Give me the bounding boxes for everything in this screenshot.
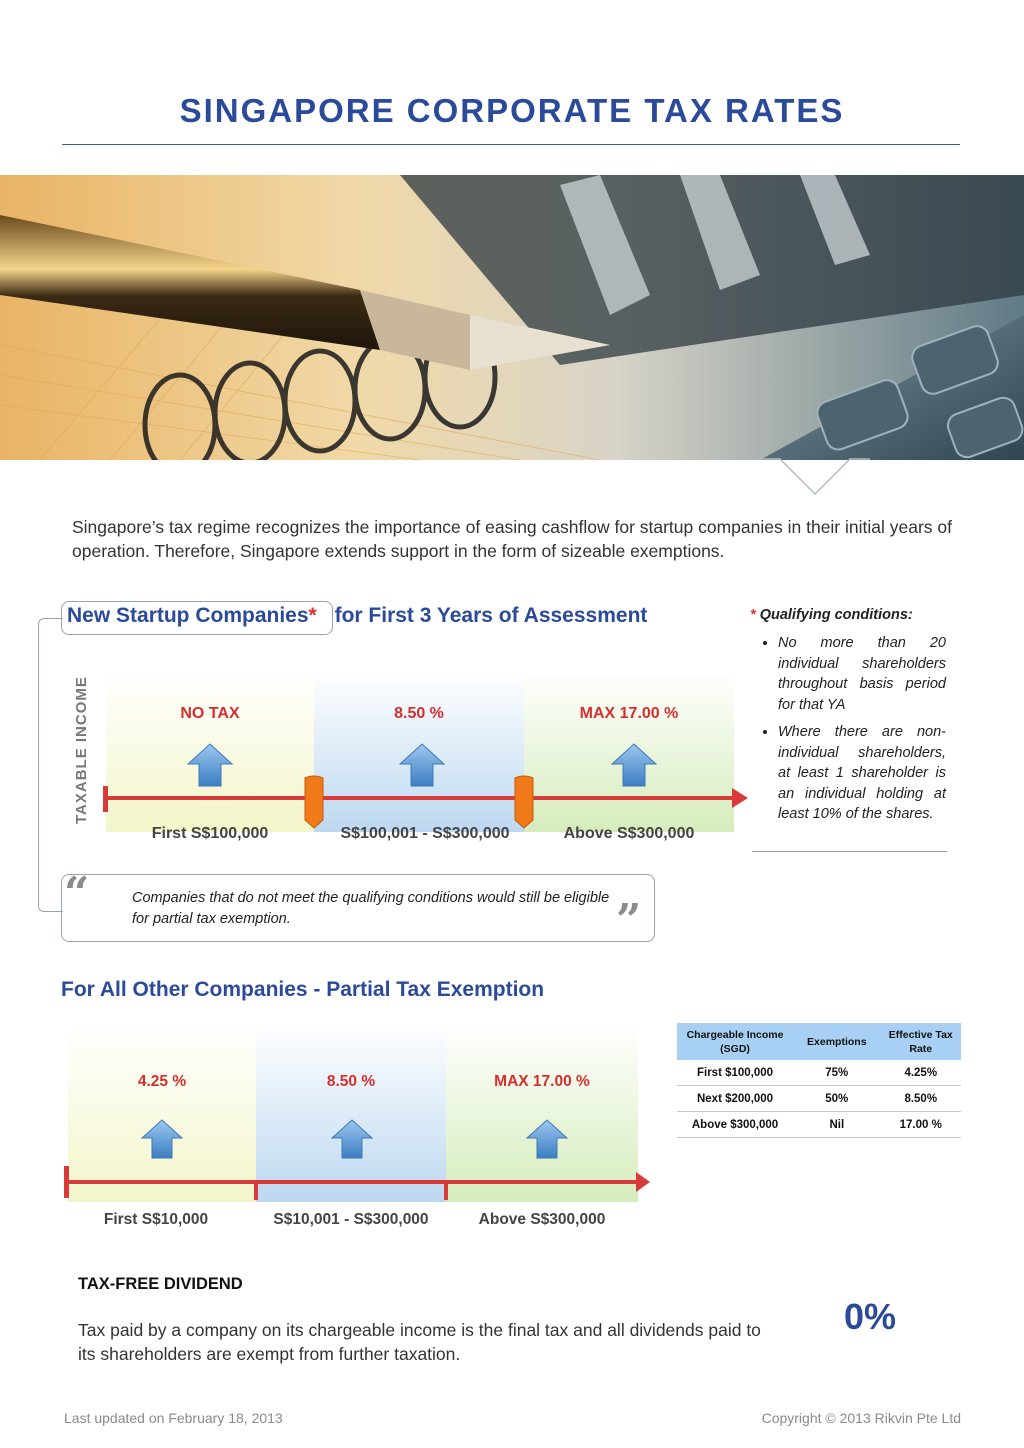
other-rate-1: 4.25 % — [137, 1073, 187, 1090]
title-divider — [62, 144, 960, 145]
qualifying-title-text: Qualifying conditions: — [759, 607, 913, 623]
other-companies-heading: For All Other Companies - Partial Tax Exemption — [61, 978, 545, 1001]
dividend-text: Tax paid by a company on its chargeable income is the final tax and all dividends paid to its shareholders are exempt from further taxation. — [78, 1320, 761, 1364]
startup-heading-label: New Startup Companies — [67, 604, 309, 627]
dividend-heading: TAX-FREE DIVIDEND — [78, 1275, 243, 1293]
other-range-2: S$10,001 - S$300,000 — [273, 1211, 429, 1228]
partial-exemption-graphic — [62, 1022, 662, 1237]
table-cell: 17.00 % — [881, 1112, 962, 1138]
table-cell: 75% — [793, 1060, 880, 1086]
other-rate-2: 8.50 % — [326, 1073, 376, 1090]
last-updated: Last updated on February 18, 2013 — [64, 1410, 283, 1426]
startup-heading-suffix: for First 3 Years of Assessment — [334, 604, 648, 627]
dividend-rate: 0% — [843, 1296, 897, 1337]
hero-notch — [760, 458, 870, 498]
table-cell: 8.50% — [881, 1086, 962, 1112]
open-quote-icon: “ — [64, 868, 90, 919]
page-title: SINGAPORE CORPORATE TAX RATES — [179, 92, 845, 129]
table-cell: First $100,000 — [677, 1060, 793, 1086]
qualifying-list — [750, 633, 946, 825]
startup-heading — [67, 604, 647, 628]
qualifying-title — [750, 607, 946, 623]
axis-label: TAXABLE INCOME — [73, 676, 90, 824]
table-cell: Above $300,000 — [677, 1112, 793, 1138]
table-row — [677, 1086, 961, 1112]
qualifying-item: • Where there are non-individual shareholders, at least 1 shareholder is an individual holding at least 10% of the shares. — [778, 722, 946, 825]
close-quote-icon: ” — [616, 895, 642, 946]
startup-range-1: First S$100,000 — [151, 825, 269, 842]
effective-tax-table — [677, 1023, 961, 1138]
startup-rate-1: NO TAX — [180, 705, 240, 722]
table-header-cell: Effective Tax Rate — [881, 1023, 962, 1060]
intro-paragraph: Singapore’s tax regime recognizes the importance of easing cashflow for startup companies in their initial years of operation. Therefore, Singapore extends support in the form of sizeable exemptions. — [72, 517, 952, 561]
table-cell: 50% — [793, 1086, 880, 1112]
table-row — [677, 1112, 961, 1138]
quote-text: Companies that do not meet the qualifying conditions would still be eligible for partial tax exemption. — [132, 890, 610, 927]
startup-rate-2: 8.50 % — [394, 705, 444, 722]
other-rate-3: MAX 17.00 % — [494, 1073, 590, 1090]
qualifying-divider — [752, 851, 947, 852]
table-header-cell: Exemptions — [793, 1023, 880, 1060]
table-header-cell: Chargeable Income (SGD) — [677, 1023, 793, 1060]
startup-range-2: S$100,001 - S$300,000 — [340, 825, 510, 842]
qualifying-asterisk: * — [750, 607, 756, 623]
other-range-3: Above S$300,000 — [478, 1211, 606, 1228]
copyright: Copyright © 2013 Rikvin Pte Ltd — [761, 1410, 961, 1426]
table-row — [677, 1060, 961, 1086]
heading-asterisk: * — [308, 604, 317, 627]
hero-image — [0, 175, 1024, 460]
startup-rate-3: MAX 17.00 % — [579, 705, 679, 722]
startup-range-3: Above S$300,000 — [563, 825, 695, 842]
table-header-row — [677, 1023, 961, 1060]
qualifying-conditions — [750, 607, 946, 832]
qualifying-item: • No more than 20 individual shareholders throughout basis period for that YA — [778, 633, 946, 715]
table-cell: Next $200,000 — [677, 1086, 793, 1112]
other-range-1: First S$10,000 — [103, 1211, 209, 1228]
partial-exemption-diagram — [62, 1022, 662, 1237]
table-cell: 4.25% — [881, 1060, 962, 1086]
table-cell: Nil — [793, 1112, 880, 1138]
startup-diagram — [50, 662, 750, 857]
